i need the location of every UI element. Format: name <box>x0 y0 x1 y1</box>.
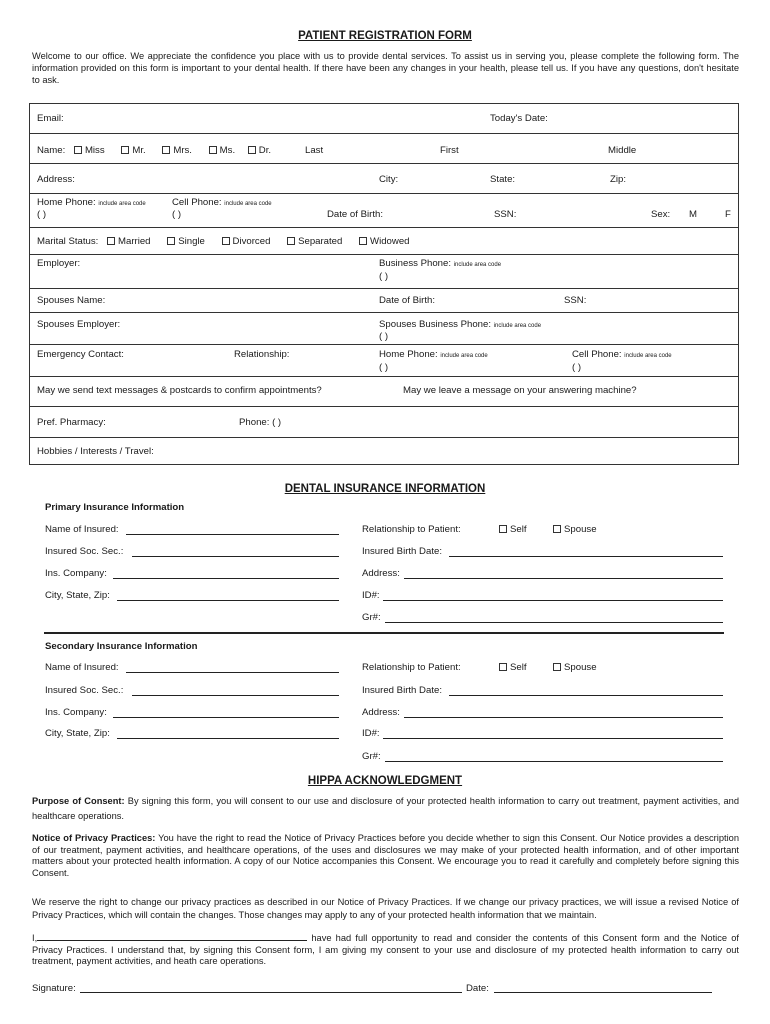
primary-company-label: Ins. Company: <box>45 568 107 579</box>
secondary-gr-line[interactable] <box>385 761 723 762</box>
secondary-gr-label: Gr#: <box>362 751 381 762</box>
secondary-city-state-zip-line[interactable] <box>117 738 339 739</box>
text-messages-question[interactable]: May we send text messages & postcards to confirm appointments? <box>37 385 322 396</box>
business-phone-paren: ( ) <box>379 271 389 282</box>
notice-text: You have the right to read the Notice of Privacy Practices before you decide whether to sign this Consent. Our Notice provides a description of our treatment, payment activities, and healthcare operations, of the uses and disclosures we may make of your protected health information, and of other important matters about your protected health information. A copy of our Notice accompanies this Consent. We encourage you to read it carefully and completely before signing this Consent. <box>32 833 739 878</box>
miss-label: Miss <box>84 145 105 156</box>
intro-text: Welcome to our office. We appreciate the confidence you place with us to provide dental services. To assist us in serving you, please complete the following form. The information provided on this form is important to your dental health. If there have been any changes in your health, please tell us. If you have any questions, don't hesitate to ask. <box>32 51 739 85</box>
secondary-soc-sec-label: Insured Soc. Sec.: <box>45 685 124 696</box>
cell-phone-paren: ( ) <box>172 209 182 220</box>
checkbox-married[interactable] <box>107 237 115 245</box>
primary-city-state-zip-line[interactable] <box>117 600 339 601</box>
checkbox-separated[interactable] <box>287 237 295 245</box>
spouse-dob-label[interactable]: Date of Birth: <box>379 295 435 306</box>
primary-insurance-heading: Primary Insurance Information <box>45 502 185 513</box>
primary-gr-label: Gr#: <box>362 612 381 623</box>
sex-m-option[interactable]: M <box>689 209 697 220</box>
checkbox-single[interactable] <box>167 237 175 245</box>
signature-line[interactable] <box>80 992 462 993</box>
secondary-birth-date-line[interactable] <box>449 695 723 696</box>
primary-company-line[interactable] <box>113 578 339 579</box>
insurance-title: DENTAL INSURANCE INFORMATION <box>284 483 486 495</box>
primary-id-line[interactable] <box>383 600 723 601</box>
primary-city-state-zip-label: City, State, Zip: <box>45 590 110 601</box>
primary-relationship-label: Relationship to Patient: <box>362 524 461 535</box>
primary-soc-sec-label: Insured Soc. Sec.: <box>45 546 124 557</box>
primary-soc-sec-line[interactable] <box>132 556 339 557</box>
mr-label: Mr. <box>132 145 146 156</box>
email-label[interactable]: Email: <box>37 113 64 124</box>
secondary-insurance-heading: Secondary Insurance Information <box>45 641 198 652</box>
city-label[interactable]: City: <box>379 174 399 185</box>
todays-date-label[interactable]: Today's Date: <box>490 113 548 124</box>
pharmacy-phone-label[interactable]: Phone: ( ) <box>239 417 282 428</box>
primary-gr-line[interactable] <box>385 622 723 623</box>
secondary-address-line[interactable] <box>404 717 723 718</box>
separated-label: Separated <box>298 236 343 247</box>
secondary-address-label: Address: <box>362 707 400 718</box>
emergency-contact-label[interactable]: Emergency Contact: <box>37 349 124 360</box>
name-row <box>37 145 271 156</box>
secondary-spouse-option[interactable]: Spouse <box>553 662 597 673</box>
ssn-label[interactable]: SSN: <box>494 209 517 220</box>
cell-phone-label[interactable]: Cell Phone: include area code <box>172 197 272 208</box>
zip-label[interactable]: Zip: <box>610 174 626 185</box>
spouses-business-phone-paren: ( ) <box>379 331 389 342</box>
purpose-label: Purpose of Consent: <box>32 796 125 806</box>
checkbox-divorced[interactable] <box>222 237 230 245</box>
spouses-name-label[interactable]: Spouses Name: <box>37 295 106 306</box>
answering-machine-question[interactable]: May we leave a message on your answering machine? <box>403 385 637 396</box>
form-title: PATIENT REGISTRATION FORM <box>298 30 472 42</box>
sex-label: Sex: <box>651 209 671 220</box>
emergency-cell-phone-paren: ( ) <box>572 362 582 373</box>
patient-info-box <box>29 103 739 465</box>
business-phone-label[interactable]: Business Phone: include area code <box>379 258 502 269</box>
primary-birth-date-label: Insured Birth Date: <box>362 546 442 557</box>
spouses-employer-label[interactable]: Spouses Employer: <box>37 319 121 330</box>
secondary-soc-sec-line[interactable] <box>132 695 339 696</box>
primary-id-label: ID#: <box>362 590 380 601</box>
last-name-label[interactable]: Last <box>305 145 324 156</box>
spouse-ssn-label[interactable]: SSN: <box>564 295 587 306</box>
dob-label[interactable]: Date of Birth: <box>327 209 383 220</box>
secondary-id-line[interactable] <box>383 738 723 739</box>
secondary-name-of-insured-label: Name of Insured: <box>45 662 119 673</box>
checkbox-ms[interactable] <box>209 146 217 154</box>
spouses-business-phone-label[interactable]: Spouses Business Phone: include area code <box>379 319 542 330</box>
secondary-name-of-insured-line[interactable] <box>126 672 339 673</box>
secondary-relationship-label: Relationship to Patient: <box>362 662 461 673</box>
first-name-label[interactable]: First <box>440 145 459 156</box>
checkbox-dr[interactable] <box>248 146 256 154</box>
secondary-id-label: ID#: <box>362 728 380 739</box>
marital-status-label: Marital Status: <box>37 236 99 247</box>
primary-name-of-insured-label: Name of Insured: <box>45 524 119 535</box>
emergency-home-phone-label[interactable]: Home Phone: include area code <box>379 349 488 360</box>
ms-label: Ms. <box>219 145 236 156</box>
notice-of-privacy-paragraph <box>32 833 739 879</box>
reserve-right-paragraph: We reserve the right to change our privacy practices as described in our Notice of Privacy Practices. If we change our privacy practices, we will issue a revised Notice of Privacy Practices, which will contain the changes. Those changes may apply to any of your protected health information that we maintain. <box>32 897 739 920</box>
dr-label: Dr. <box>258 145 272 156</box>
primary-self-option[interactable]: Self <box>499 524 527 535</box>
primary-birth-date-line[interactable] <box>449 556 723 557</box>
checkbox-mrs[interactable] <box>162 146 170 154</box>
hippa-title: HIPPA ACKNOWLEDGMENT <box>307 775 463 787</box>
checkbox-widowed[interactable] <box>359 237 367 245</box>
secondary-birth-date-label: Insured Birth Date: <box>362 685 442 696</box>
signature-label: Signature: <box>32 983 76 994</box>
acknowledgment-text: have had full opportunity to read and consider the contents of this Consent form and the Notice of Privacy Practices. I understand that, by signing this Consent form, I am giving my consent to your use and disclosure of my protected health information to carry out treatment, payment activities, and heath care operations. <box>32 933 739 966</box>
state-label[interactable]: State: <box>490 174 516 185</box>
purpose-text: By signing this form, you will consent to our use and disclosure of your protected health information to carry out treatment, payment activities, and healthcare operations. <box>32 796 740 821</box>
employer-label[interactable]: Employer: <box>37 258 81 269</box>
married-label: Married <box>118 236 151 247</box>
primary-address-line[interactable] <box>404 578 723 579</box>
emergency-home-phone-paren: ( ) <box>379 362 389 373</box>
checkbox-miss[interactable] <box>74 146 82 154</box>
home-phone-paren: ( ) <box>37 209 47 220</box>
mrs-label: Mrs. <box>173 145 192 156</box>
secondary-self-option[interactable]: Self <box>499 662 527 673</box>
home-phone-label[interactable]: Home Phone: include area code <box>37 197 146 208</box>
hobbies-label[interactable]: Hobbies / Interests / Travel: <box>37 446 154 457</box>
name-label: Name: <box>37 145 66 156</box>
acknowledgment-paragraph <box>32 932 739 968</box>
patient-name-line[interactable] <box>37 932 307 941</box>
secondary-city-state-zip-label: City, State, Zip: <box>45 728 110 739</box>
i-prefix: I, <box>32 933 38 943</box>
relationship-label[interactable]: Relationship: <box>234 349 290 360</box>
primary-spouse-option[interactable]: Spouse <box>553 524 597 535</box>
checkbox-mr[interactable] <box>121 146 129 154</box>
sex-f-option[interactable]: F <box>725 209 731 220</box>
pharmacy-label[interactable]: Pref. Pharmacy: <box>37 417 106 428</box>
primary-address-label: Address: <box>362 568 400 579</box>
secondary-company-line[interactable] <box>113 717 339 718</box>
emergency-cell-phone-label[interactable]: Cell Phone: include area code <box>572 349 672 360</box>
divorced-label: Divorced <box>232 236 271 247</box>
marital-status-row <box>37 236 410 247</box>
date-line[interactable] <box>494 992 712 993</box>
address-label[interactable]: Address: <box>37 174 75 185</box>
notice-label: Notice of Privacy Practices: <box>32 833 156 843</box>
single-label: Single <box>178 236 205 247</box>
secondary-company-label: Ins. Company: <box>45 707 107 718</box>
middle-name-label[interactable]: Middle <box>608 145 637 156</box>
purpose-of-consent-paragraph <box>32 794 739 823</box>
date-label: Date: <box>466 983 489 994</box>
widowed-label: Widowed <box>370 236 410 247</box>
primary-name-of-insured-line[interactable] <box>126 534 339 535</box>
insurance-divider <box>44 632 724 634</box>
